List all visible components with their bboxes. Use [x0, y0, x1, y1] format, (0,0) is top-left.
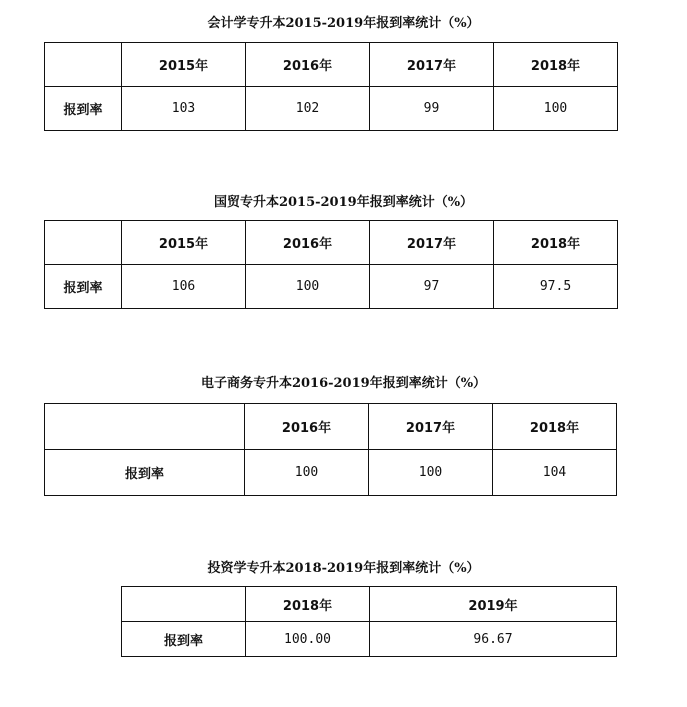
table-title-trade: 国贸专升本2015-2019年报到率统计（%）	[213, 195, 474, 210]
accounting-report-rate-table	[44, 42, 618, 131]
table-title-investment: 投资学专升本2018-2019年报到率统计（%）	[207, 561, 480, 576]
value-cell-2018: 100.00	[246, 622, 370, 657]
header-cell-2018: 2018年	[494, 43, 618, 87]
header-cell-2018: 2018年	[494, 221, 618, 265]
value-cell-2015: 103	[122, 87, 246, 131]
header-cell-2018: 2018年	[246, 587, 370, 622]
header-cell-2018: 2018年	[493, 404, 617, 450]
value-cell-2016: 102	[246, 87, 370, 131]
header-cell-2015: 2015年	[122, 221, 246, 265]
header-cell-2016: 2016年	[246, 221, 370, 265]
row-label: 报到率	[45, 450, 245, 496]
header-cell-2016: 2016年	[246, 43, 370, 87]
table-header-row	[45, 221, 618, 265]
value-cell-2017: 97	[370, 265, 494, 309]
header-cell-empty	[45, 404, 245, 450]
value-cell-2018: 97.5	[494, 265, 618, 309]
value-cell-2016: 100	[245, 450, 369, 496]
table-row	[122, 622, 617, 657]
header-cell-2016: 2016年	[245, 404, 369, 450]
value-cell-2017: 99	[370, 87, 494, 131]
value-cell-2015: 106	[122, 265, 246, 309]
row-label: 报到率	[45, 87, 122, 131]
header-cell-2017: 2017年	[370, 221, 494, 265]
header-cell-empty	[45, 43, 122, 87]
ecommerce-report-rate-table	[44, 403, 617, 496]
header-cell-2015: 2015年	[122, 43, 246, 87]
row-label: 报到率	[122, 622, 246, 657]
table-header-row	[45, 43, 618, 87]
header-cell-empty	[122, 587, 246, 622]
value-cell-2017: 100	[369, 450, 493, 496]
table-title-accounting: 会计学专升本2015-2019年报到率统计（%）	[207, 16, 480, 31]
header-cell-2019: 2019年	[370, 587, 617, 622]
header-cell-empty	[45, 221, 122, 265]
row-label: 报到率	[45, 265, 122, 309]
table-row	[45, 87, 618, 131]
value-cell-2019: 96.67	[370, 622, 617, 657]
value-cell-2018: 100	[494, 87, 618, 131]
value-cell-2018: 104	[493, 450, 617, 496]
table-row	[45, 265, 618, 309]
table-title-ecommerce: 电子商务专升本2016-2019年报到率统计（%）	[200, 376, 487, 391]
value-cell-2016: 100	[246, 265, 370, 309]
header-cell-2017: 2017年	[370, 43, 494, 87]
header-cell-2017: 2017年	[369, 404, 493, 450]
table-row	[45, 450, 617, 496]
table-header-row	[122, 587, 617, 622]
investment-report-rate-table	[121, 586, 617, 657]
trade-report-rate-table	[44, 220, 618, 309]
table-header-row	[45, 404, 617, 450]
